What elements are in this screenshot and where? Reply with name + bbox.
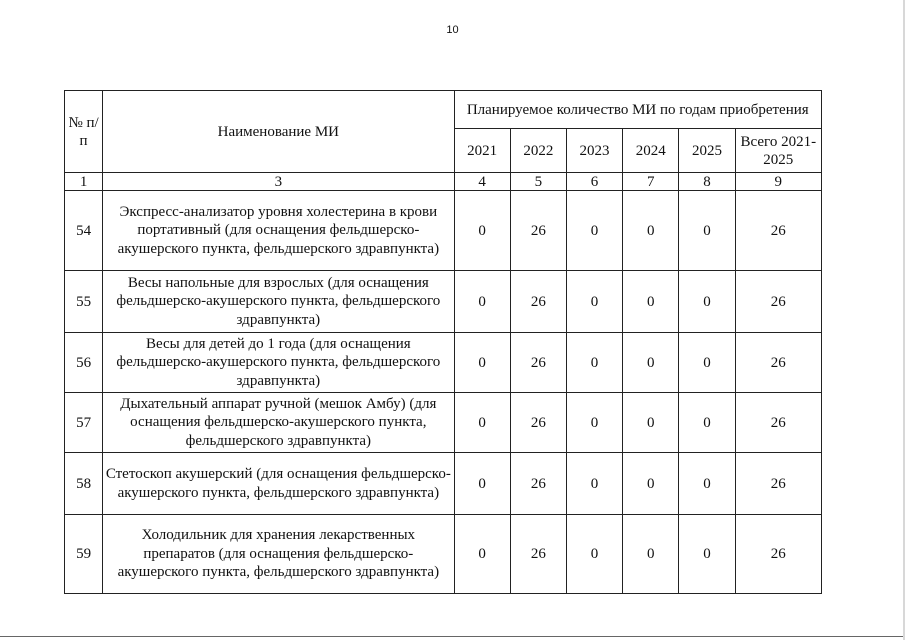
value-2024: 0 bbox=[623, 515, 679, 594]
column-index-row bbox=[65, 173, 822, 191]
medical-equipment-table bbox=[64, 90, 822, 594]
value-2024: 0 bbox=[623, 393, 679, 453]
row-number: 54 bbox=[65, 191, 103, 271]
header-name: Наименование МИ bbox=[103, 91, 454, 173]
value-2023: 0 bbox=[566, 453, 622, 515]
value-2022: 26 bbox=[510, 333, 566, 393]
value-total: 26 bbox=[735, 515, 821, 594]
row-number: 56 bbox=[65, 333, 103, 393]
value-2025: 0 bbox=[679, 333, 735, 393]
value-2024: 0 bbox=[623, 271, 679, 333]
header-number: № п/п bbox=[65, 91, 103, 173]
value-2022: 26 bbox=[510, 271, 566, 333]
row-number: 58 bbox=[65, 453, 103, 515]
value-total: 26 bbox=[735, 191, 821, 271]
table-row bbox=[65, 515, 822, 594]
value-2023: 0 bbox=[566, 333, 622, 393]
value-total: 26 bbox=[735, 453, 821, 515]
row-number: 55 bbox=[65, 271, 103, 333]
item-name: Холодильник для хранения лекарственных препаратов (для оснащения фельдшерско-акушерского пункта, фельдшерского здравпункта) bbox=[103, 515, 454, 594]
header-year-2024: 2024 bbox=[623, 129, 679, 173]
table-row bbox=[65, 271, 822, 333]
column-index: 4 bbox=[454, 173, 510, 191]
row-number: 59 bbox=[65, 515, 103, 594]
header-year-2021: 2021 bbox=[454, 129, 510, 173]
value-total: 26 bbox=[735, 393, 821, 453]
value-2022: 26 bbox=[510, 515, 566, 594]
column-index: 8 bbox=[679, 173, 735, 191]
table-row bbox=[65, 453, 822, 515]
value-total: 26 bbox=[735, 271, 821, 333]
value-2025: 0 bbox=[679, 515, 735, 594]
column-index: 9 bbox=[735, 173, 821, 191]
row-number: 57 bbox=[65, 393, 103, 453]
value-2022: 26 bbox=[510, 393, 566, 453]
item-name: Дыхательный аппарат ручной (мешок Амбу) (для оснащения фельдшерско-акушерского пункта, фельдшерского здравпункта) bbox=[103, 393, 454, 453]
column-index: 3 bbox=[103, 173, 454, 191]
header-row bbox=[65, 91, 822, 129]
header-planned-quantity: Планируемое количество МИ по годам приобретения bbox=[454, 91, 822, 129]
value-2023: 0 bbox=[566, 191, 622, 271]
value-2022: 26 bbox=[510, 191, 566, 271]
value-2021: 0 bbox=[454, 453, 510, 515]
value-2025: 0 bbox=[679, 271, 735, 333]
column-index: 6 bbox=[566, 173, 622, 191]
value-2025: 0 bbox=[679, 393, 735, 453]
value-2025: 0 bbox=[679, 453, 735, 515]
value-2023: 0 bbox=[566, 271, 622, 333]
value-2024: 0 bbox=[623, 333, 679, 393]
value-2025: 0 bbox=[679, 191, 735, 271]
scan-edge-line bbox=[0, 636, 905, 637]
value-2022: 26 bbox=[510, 453, 566, 515]
page-number: 10 bbox=[446, 24, 459, 36]
header-total: Всего 2021-2025 bbox=[735, 129, 821, 173]
value-2021: 0 bbox=[454, 333, 510, 393]
table-row bbox=[65, 393, 822, 453]
column-index: 7 bbox=[623, 173, 679, 191]
item-name: Весы для детей до 1 года (для оснащения фельдшерско-акушерского пункта, фельдшерского здравпункта) bbox=[103, 333, 454, 393]
value-2023: 0 bbox=[566, 515, 622, 594]
table-row bbox=[65, 191, 822, 271]
value-total: 26 bbox=[735, 333, 821, 393]
value-2021: 0 bbox=[454, 393, 510, 453]
value-2024: 0 bbox=[623, 191, 679, 271]
item-name: Весы напольные для взрослых (для оснащения фельдшерско-акушерского пункта, фельдшерского здравпункта) bbox=[103, 271, 454, 333]
column-index: 5 bbox=[510, 173, 566, 191]
value-2023: 0 bbox=[566, 393, 622, 453]
header-year-2023: 2023 bbox=[566, 129, 622, 173]
item-name: Стетоскоп акушерский (для оснащения фельдшерско-акушерского пункта, фельдшерского здравпункта) bbox=[103, 453, 454, 515]
item-name: Экспресс-анализатор уровня холестерина в крови портативный (для оснащения фельдшерско-акушерского пункта, фельдшерского здравпункта) bbox=[103, 191, 454, 271]
value-2024: 0 bbox=[623, 453, 679, 515]
header-year-2025: 2025 bbox=[679, 129, 735, 173]
value-2021: 0 bbox=[454, 191, 510, 271]
value-2021: 0 bbox=[454, 271, 510, 333]
table-row bbox=[65, 333, 822, 393]
header-year-2022: 2022 bbox=[510, 129, 566, 173]
value-2021: 0 bbox=[454, 515, 510, 594]
column-index: 1 bbox=[65, 173, 103, 191]
